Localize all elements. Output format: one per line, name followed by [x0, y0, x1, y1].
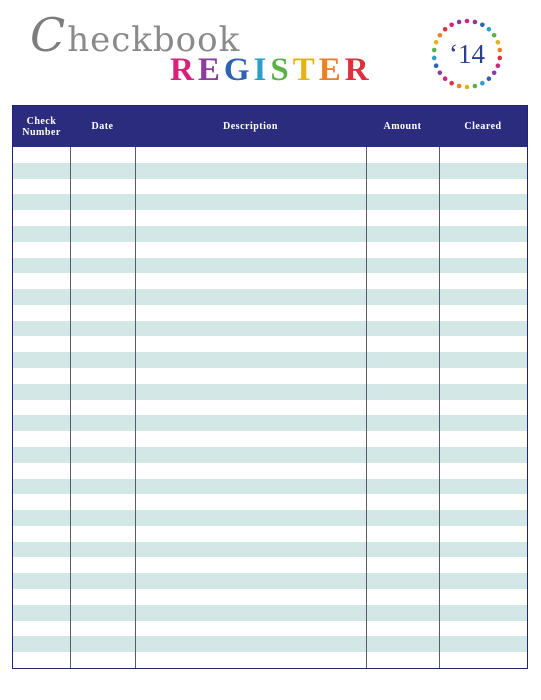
column-header-label: Number [22, 126, 61, 138]
column-header-label: Cleared [464, 121, 502, 132]
table-header [13, 106, 527, 147]
table-row[interactable] [13, 542, 527, 558]
table-row[interactable] [13, 305, 527, 321]
table-row[interactable] [13, 242, 527, 258]
table-row[interactable] [13, 226, 527, 242]
register-letter: S [270, 52, 293, 88]
table-row[interactable] [13, 510, 527, 526]
table-row[interactable] [13, 179, 527, 195]
register-letter: T [292, 52, 319, 88]
table-row[interactable] [13, 210, 527, 226]
table-row[interactable] [13, 368, 527, 384]
table-row[interactable] [13, 147, 527, 163]
column-header-label: Date [91, 121, 114, 132]
year-badge [430, 17, 504, 91]
table-row[interactable] [13, 573, 527, 589]
register-table [12, 105, 528, 669]
column-header-check-number [13, 106, 70, 147]
column-header-amount [366, 106, 439, 147]
column-divider [135, 147, 136, 668]
table-row[interactable] [13, 415, 527, 431]
table-row[interactable] [13, 336, 527, 352]
table-row[interactable] [13, 258, 527, 274]
table-row[interactable] [13, 384, 527, 400]
table-row[interactable] [13, 479, 527, 495]
table-row[interactable] [13, 605, 527, 621]
table-row[interactable] [13, 557, 527, 573]
register-letter: R [170, 52, 198, 88]
register-letter: E [318, 52, 345, 88]
column-header-label: Amount [383, 121, 422, 132]
table-row[interactable] [13, 494, 527, 510]
year-label: ‘14 [449, 38, 485, 69]
column-divider [366, 147, 367, 668]
table-row[interactable] [13, 194, 527, 210]
register-title [170, 52, 373, 89]
column-header-description [135, 106, 366, 147]
column-divider [70, 147, 71, 668]
table-row[interactable] [13, 447, 527, 463]
column-header-label: Description [223, 121, 278, 132]
table-row[interactable] [13, 352, 527, 368]
table-row[interactable] [13, 526, 527, 542]
register-letter: G [223, 52, 254, 88]
table-row[interactable] [13, 321, 527, 337]
column-header-cleared [439, 106, 527, 147]
table-row[interactable] [13, 163, 527, 179]
table-row[interactable] [13, 431, 527, 447]
table-row[interactable] [13, 463, 527, 479]
table-row[interactable] [13, 621, 527, 637]
column-divider [439, 147, 440, 668]
checkbook-title-rest: heckbook [67, 20, 241, 60]
table-row[interactable] [13, 400, 527, 416]
table-body [13, 147, 527, 668]
column-header-date [70, 106, 135, 147]
table-row[interactable] [13, 652, 527, 668]
register-letter: E [197, 52, 224, 88]
table-row[interactable] [13, 589, 527, 605]
column-header-label: Check [26, 115, 57, 127]
checkbook-title-initial: C [30, 8, 67, 62]
table-row[interactable] [13, 636, 527, 652]
table-row[interactable] [13, 273, 527, 289]
register-letter: R [344, 52, 373, 88]
register-letter: I [253, 52, 271, 88]
table-row[interactable] [13, 289, 527, 305]
